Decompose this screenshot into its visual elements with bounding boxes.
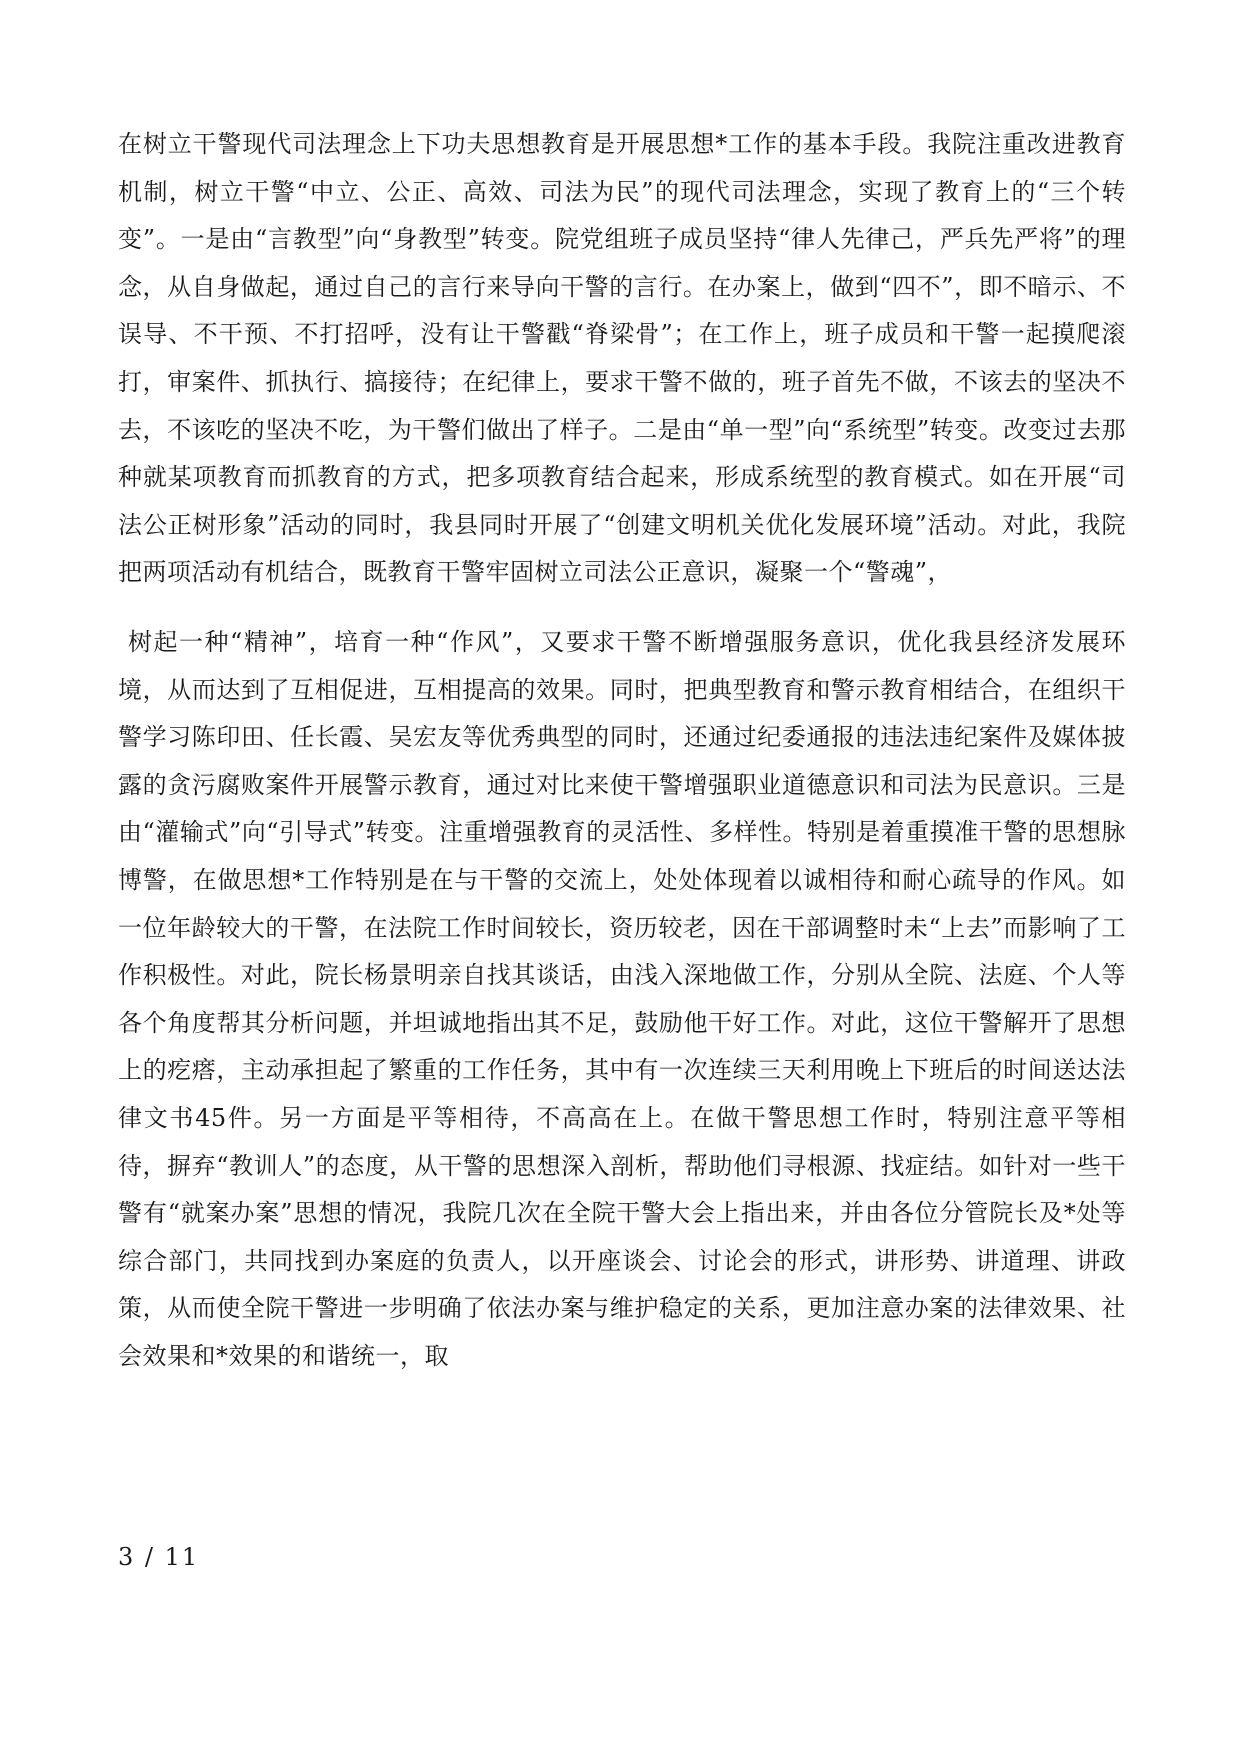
body-paragraph-2: 树起一种“精神”，培育一种“作风”，又要求干警不断增强服务意识，优化我县经济发展环境，从而达到了互相促进，互相提高的效果。同时，把典型教育和警示教育相结合，在组织干警学习陈印田、任长霞、吴宏友等优秀典型的同时，还通过纪委通报的违法违纪案件及媒体披露的贪污腐败案件开展警示教育，通过对比来使干警增强职业道德意识和司法为民意识。三是由“灌输式”向“引导式”转变。注重增强教育的灵活性、多样性。特别是着重摸准干警的思想脉博警，在做思想*工作特别是在与干警的交流上，处处体现着以诚相待和耐心疏导的作风。如一位年龄较大的干警，在法院工作时间较长，资历较老，因在干部调整时未“上去”而影响了工作积极性。对此，院长杨景明亲自找其谈话，由浅入深地做工作，分别从全院、法庭、个人等各个角度帮其分析问题，并坦诚地指出其不足，鼓励他干好工作。对此，这位干警解开了思想上的疙瘩，主动承担起了繁重的工作任务，其中有一次连续三天利用晚上下班后的时间送达法律文书45件。另一方面是平等相待，不高高在上。在做干警思想工作时，特别注意平等相待，摒弃“教训人”的态度，从干警的思想深入剖析，帮助他们寻根源、找症结。如针对一些干警有“就案办案”思想的情况，我院几次在全院干警大会上指出来，并由各位分管院长及*处等综合部门，共同找到办案庭的负责人，以开座谈会、讨论会的形式，讲形势、讲道理、讲政策，从而使全院干警进一步明确了依法办案与维护稳定的关系，更加注意办案的法律效果、社会效果和*效果的和谐统一，取	[118, 628, 1126, 1370]
page-number: 3 / 11	[118, 1543, 200, 1571]
body-paragraph-1: 在树立干警现代司法理念上下功夫思想教育是开展思想*工作的基本手段。我院注重改进教育机制，树立干警“中立、公正、高效、司法为民”的现代司法理念，实现了教育上的“三个转变”。一是由“言教型”向“身教型”转变。院党组班子成员坚持“律人先律己，严兵先严将”的理念，从自身做起，通过自己的言行来导向干警的言行。在办案上，做到“四不”，即不暗示、不误导、不干预、不打招呼，没有让干警戳“脊梁骨”；在工作上，班子成员和干警一起摸爬滚打，审案件、抓执行、搞接待；在纪律上，要求干警不做的，班子首先不做，不该去的坚决不去，不该吃的坚决不吃，为干警们做出了样子。二是由“单一型”向“系统型”转变。改变过去那种就某项教育而抓教育的方式，把多项教育结合起来，形成系统型的教育模式。如在开展“司法公正树形象”活动的同时，我县同时开展了“创建文明机关优化发展环境”活动。对此，我院把两项活动有机结合，既教育干警牢固树立司法公正意识，凝聚一个“警魂”，	[118, 130, 1126, 587]
